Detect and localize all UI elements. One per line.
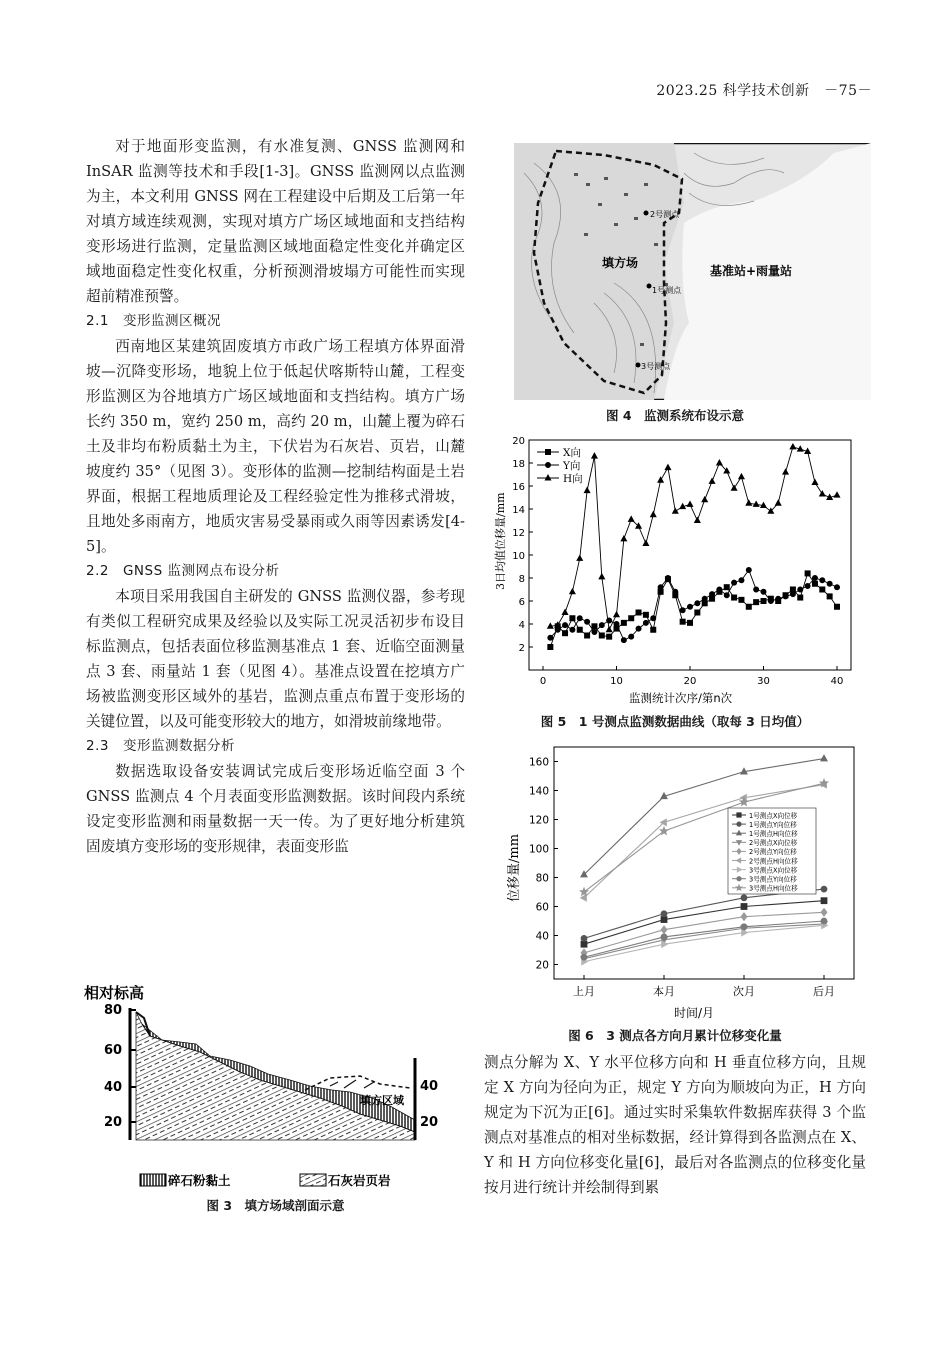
fig6-point — [821, 918, 827, 924]
paragraph-network-layout: 本项目采用我国自主研发的 GNSS 监测仪器，参考现有类似工程研究成果及经验以及实际工况灵活初步布设目标监测点，包括表面位移监测基准点 1 套、近临空面测量点 3 套、雨量站 1 套（见图 4）。基准点设置在挖填方广场被监测变形区域外的基岩，监测点重点布置于变形场的关键位置，以及可能变形较大的地方，如滑坡前缘地带。 — [86, 588, 465, 730]
fig6-xtick-label: 次月 — [733, 985, 755, 998]
fig6-point — [821, 886, 827, 892]
fig6-point — [661, 926, 667, 934]
fig5-series-line-1 — [550, 573, 837, 647]
fig5-point — [651, 627, 656, 632]
fig5-point — [694, 517, 700, 522]
section-2-2-heading: 2.2 GNSS 监测网点布设分析 — [86, 563, 280, 579]
fig6-point — [741, 895, 747, 901]
fig5-point — [585, 619, 590, 624]
fig5-point — [548, 644, 553, 649]
fig5-point — [665, 464, 671, 469]
fig5-point — [754, 600, 759, 605]
fig6-ytick-label: 20 — [535, 959, 549, 972]
fig5-point — [651, 616, 656, 621]
fig5-point — [599, 574, 605, 579]
fig6-point — [821, 755, 828, 761]
fig5-xtick-label: 0 — [539, 676, 547, 687]
fig5-point — [673, 589, 678, 594]
fig6-point — [821, 898, 827, 904]
fig5-point — [732, 580, 737, 585]
fig5-point — [732, 595, 737, 600]
fig5-point — [636, 610, 641, 615]
fig5-point — [577, 627, 582, 632]
fig5-legend-marker — [545, 462, 550, 467]
fig5-ytick-label: 6 — [518, 597, 525, 608]
fig4-label-point-2: 2号测点 — [650, 210, 680, 219]
figure-4-map — [514, 143, 871, 400]
fig6-series-line-8 — [584, 921, 824, 957]
journal-info: 2023.25 科学技术创新 — [656, 83, 810, 99]
fig5-point — [695, 601, 700, 606]
fig5-point — [724, 585, 729, 590]
fig5-point — [834, 585, 839, 590]
fig3-tick-60: 60 — [104, 1043, 123, 1058]
fig5-point — [621, 638, 626, 643]
fig5-point — [570, 627, 575, 632]
fig5-point — [717, 587, 722, 592]
fig5-point — [562, 609, 568, 614]
fig5-point — [739, 597, 744, 602]
paragraph-data-analysis: 数据选取设备安装调试完成后变形场近临空面 3 个 GNSS 监测点 4 个月表面变形监测数据。该时间段内系统设定变形监测和雨量数据一天一传。为了更好地分析建筑固废填方变形场的变形规律，表面变形监 — [86, 763, 465, 855]
fig5-point — [709, 478, 715, 483]
fig5-ytick-label: 14 — [512, 505, 525, 516]
fig6-legend-label: 2号测点X向位移 — [749, 839, 798, 848]
fig6-point — [581, 935, 587, 941]
fig6-xtick-label: 后月 — [813, 985, 835, 998]
fig5-point — [724, 593, 729, 598]
fill-area-label: 填方区域 — [360, 1094, 404, 1107]
fig5-point — [585, 633, 590, 638]
fig6-point — [581, 954, 587, 960]
fig6-legend-label: 3号测点Y向位移 — [749, 875, 797, 884]
fig5-point — [592, 453, 598, 458]
fig5-ytick-label: 2 — [518, 643, 525, 654]
fig5-xtick-label: 10 — [610, 676, 623, 687]
fig5-point — [614, 612, 620, 617]
fig5-point — [562, 623, 567, 628]
fig5-point — [636, 626, 641, 631]
fig5-point — [607, 634, 612, 639]
fig5-point — [761, 598, 766, 603]
fig6-series-line-7 — [584, 925, 824, 961]
fig4-label-base-station: 基准站+雨量站 — [710, 264, 793, 278]
right-column-text — [484, 1050, 866, 1200]
fig5-point — [746, 567, 751, 572]
fig6-legend-label: 2号测点H向位移 — [749, 857, 798, 866]
fig5-point — [687, 604, 692, 609]
fig5-point — [768, 598, 773, 603]
figure-6-caption: 图 6 3 测点各方向月累计位移变化量 — [568, 1028, 782, 1043]
fig4-label-point-3: 3号测点 — [641, 362, 671, 371]
fig6-xlabel: 时间/月 — [674, 1006, 715, 1020]
fig5-point — [812, 581, 817, 586]
fig5-point — [790, 444, 796, 449]
fig5-point — [709, 592, 714, 597]
figure-6-chart — [484, 742, 870, 1022]
left-column — [86, 134, 465, 859]
fig5-ytick-label: 10 — [512, 551, 525, 562]
fig6-legend-label: 2号测点Y向位移 — [749, 848, 797, 857]
fig6-ytick-label: 40 — [535, 930, 549, 943]
page-number: －75－ — [824, 83, 872, 99]
fig5-point — [643, 540, 649, 545]
figure-3-caption: 图 3 填方场域剖面示意 — [206, 1198, 345, 1213]
fig5-point — [665, 575, 670, 580]
fig5-point — [548, 635, 553, 640]
paragraph-site-overview: 西南地区某建筑固废填方市政广场工程填方体界面滑坡—沉降变形场，地貌上位于低起伏喀斯特山麓，工程变形监测区为谷地填方广场区域地面和支挡结构。填方广场长约 350 m，宽约 250 m，高约 20 m，山麓上覆为碎石土及非均布粉质黏土为主，下伏岩为石灰岩、页岩，山麓坡度约 35°（见图 3）。变形体的监测—挖制结构面是土岩界面，根据工程地质理论及工程经验定性为推移式滑坡，且地处多雨南方，地质灾害易受暴雨或久雨等因素诱发[4-5]。 — [86, 338, 465, 555]
fig5-point — [570, 589, 576, 594]
fig5-ytick-label: 12 — [512, 528, 525, 539]
fig4-point-1 — [647, 284, 652, 289]
fig5-point — [570, 616, 575, 621]
fig5-legend-label: Y向 — [563, 460, 581, 472]
fig5-point — [695, 610, 700, 615]
fig5-point — [680, 608, 685, 613]
fig6-legend-label: 1号测点Y向位移 — [749, 820, 797, 829]
fig5-point — [775, 500, 781, 505]
fig6-ytick-label: 80 — [535, 872, 549, 885]
fig6-xtick-label: 上月 — [573, 985, 595, 998]
fig5-legend-marker — [545, 475, 551, 480]
fig5-point — [687, 501, 693, 506]
fig5-point — [790, 592, 795, 597]
fig3-tick-20: 20 — [104, 1115, 123, 1130]
fig6-ytick-label: 140 — [528, 785, 549, 798]
fig6-point — [661, 917, 667, 923]
fig6-ylabel: 位移量/mm — [507, 833, 522, 902]
fig5-point — [592, 624, 597, 629]
fig5-point — [805, 571, 810, 576]
fig6-point — [661, 911, 667, 917]
fig5-point — [776, 596, 781, 601]
fig5-point — [702, 596, 707, 601]
fig5-point — [754, 587, 759, 592]
fig5-point — [820, 587, 825, 592]
fig5-point — [643, 612, 648, 617]
section-2-3-heading: 2.3 变形监测数据分析 — [86, 738, 235, 754]
fig5-point — [650, 512, 656, 517]
fig4-point-3 — [636, 363, 641, 368]
paragraph-continued: 测点分解为 X、Y 水平位移方向和 H 垂直位移方向，且规定 X 方向为径向为正，规定 Y 方向为顺坡向为正，H 方向规定为下沉为正[6]。通过实时采集软件数据库获得 3 个监测点对基准点的相对坐标数据，经计算得到各监测点在 X、Y 和 H 方向位移变化量[6]，最后对各监测点的位移变化量按月进行统计并绘制得到累 — [484, 1054, 866, 1196]
fig3-tick-80: 80 — [104, 1003, 123, 1018]
fig6-ytick-label: 100 — [528, 843, 549, 856]
fig6-series-line-1 — [584, 901, 824, 945]
fig3-right-tick-40: 40 — [420, 1079, 439, 1094]
fig6-xtick-label: 本月 — [653, 985, 675, 998]
fig5-point — [702, 497, 708, 502]
fig5-point — [621, 620, 626, 625]
fig5-point — [827, 581, 832, 586]
fig5-point — [746, 604, 751, 609]
fig6-legend-label: 1号测点H向位移 — [749, 830, 798, 838]
fig5-point — [628, 516, 634, 521]
fig5-point — [783, 469, 789, 474]
fig5-point — [658, 585, 663, 590]
fig6-point — [741, 924, 747, 930]
fig5-ytick-label: 20 — [512, 436, 525, 447]
figure-5-chart — [484, 430, 870, 710]
fig5-point — [643, 620, 648, 625]
fig5-legend-label: H向 — [563, 473, 583, 485]
fig5-legend-label: X向 — [563, 447, 581, 459]
fig3-tick-40: 40 — [104, 1080, 123, 1095]
fig6-point — [741, 913, 747, 921]
fig5-point — [820, 578, 825, 583]
fig3-axis-title: 相对标高 — [84, 984, 145, 1002]
fig5-point — [746, 500, 752, 505]
fig6-legend-label: 3号测点X向位移 — [749, 866, 798, 875]
fig5-point — [629, 634, 634, 639]
fig5-point — [599, 623, 604, 628]
fig5-point — [687, 620, 692, 625]
fig3-right-tick-20: 20 — [420, 1115, 439, 1130]
fig5-xtick-label: 20 — [683, 676, 697, 687]
fig6-legend-label: 1号测点X向位移 — [749, 811, 798, 820]
fig5-point — [562, 631, 567, 636]
legend-soil-swatch — [140, 1174, 166, 1186]
fig4-label-fill-site: 填方场 — [602, 256, 639, 270]
fig5-point — [592, 629, 597, 634]
fig5-legend-marker — [545, 449, 550, 454]
figure-5-caption: 图 5 1 号测点监测数据曲线（取每 3 日均值） — [540, 714, 810, 729]
fig5-point — [783, 594, 788, 599]
legend-rock-swatch — [300, 1174, 326, 1186]
fig5-xlabel: 监测统计次序/第n次 — [629, 691, 733, 705]
figure-3-profile — [80, 980, 465, 1190]
fig5-point — [621, 536, 627, 541]
fig5-xtick-label: 30 — [757, 676, 770, 687]
fig5-point — [629, 616, 634, 621]
paragraph-intro: 对于地面形变监测，有水准复测、GNSS 监测网和 InSAR 监测等技术和手段[1-3]。GNSS 监测网以点监测为主，本文利用 GNSS 网在工程建设中后期及工后第一年对填方域连续观测，实现对填方广场区域地面和支挡结构变形场进行监测，定量监测区域地面稳定性变化并确定区域地面稳定性变化权重，分析预测滑坡塌方可能性而实现超前精准预警。 — [86, 138, 465, 305]
fig6-ytick-label: 60 — [535, 901, 549, 914]
fig4-label-point-1: 1号测点 — [652, 286, 682, 295]
fig5-point — [672, 508, 678, 513]
fig5-point — [834, 604, 839, 609]
fig5-point — [812, 575, 817, 580]
fig5-point — [584, 487, 590, 492]
fig5-point — [739, 474, 745, 479]
fig5-point — [798, 587, 803, 592]
fig6-legend-label: 3号测点H向位移 — [749, 884, 798, 893]
figure-4-caption: 图 4 监测系统布设示意 — [605, 408, 745, 423]
fig4-point-2 — [644, 211, 649, 216]
fig5-point — [555, 627, 560, 632]
fig6-legend-marker — [737, 813, 741, 817]
fig5-series-line-3 — [550, 447, 837, 630]
fig5-ytick-label: 18 — [512, 459, 525, 470]
fig5-point — [680, 619, 685, 624]
fig5-point — [599, 633, 604, 638]
fig5-xtick-label: 40 — [830, 676, 844, 687]
legend-rock-label: 石灰岩页岩 — [328, 1173, 391, 1188]
fig5-point — [827, 594, 832, 599]
fig5-point — [577, 555, 583, 560]
fig5-point — [614, 621, 619, 626]
section-2-1-heading: 2.1 变形监测区概况 — [86, 313, 221, 329]
fig6-point — [741, 904, 747, 910]
fig6-point — [661, 934, 667, 940]
fig5-ytick-label: 16 — [512, 482, 525, 493]
fig5-point — [812, 479, 818, 484]
fig6-legend-marker — [737, 877, 741, 881]
fig5-point — [577, 616, 582, 621]
fig5-ytick-label: 8 — [518, 574, 525, 585]
fig5-point — [805, 583, 810, 588]
legend-soil-label: 碎石粉黏土 — [168, 1173, 231, 1188]
fig5-point — [834, 492, 840, 497]
fig5-ytick-label: 4 — [518, 620, 525, 631]
fig6-ytick-label: 120 — [528, 814, 549, 827]
fig5-point — [606, 627, 612, 632]
running-header — [656, 80, 872, 100]
fig5-point — [798, 595, 803, 600]
fig5-point — [739, 578, 744, 583]
fig6-ytick-label: 160 — [528, 756, 549, 769]
fig5-point — [658, 477, 664, 482]
fig5-point — [717, 460, 723, 465]
fig6-point — [581, 941, 587, 947]
fig5-point — [761, 589, 766, 594]
fig6-legend-marker — [737, 822, 741, 826]
fig6-point — [821, 908, 827, 916]
fig5-ylabel: 3日均值位移量/mm — [494, 492, 507, 590]
